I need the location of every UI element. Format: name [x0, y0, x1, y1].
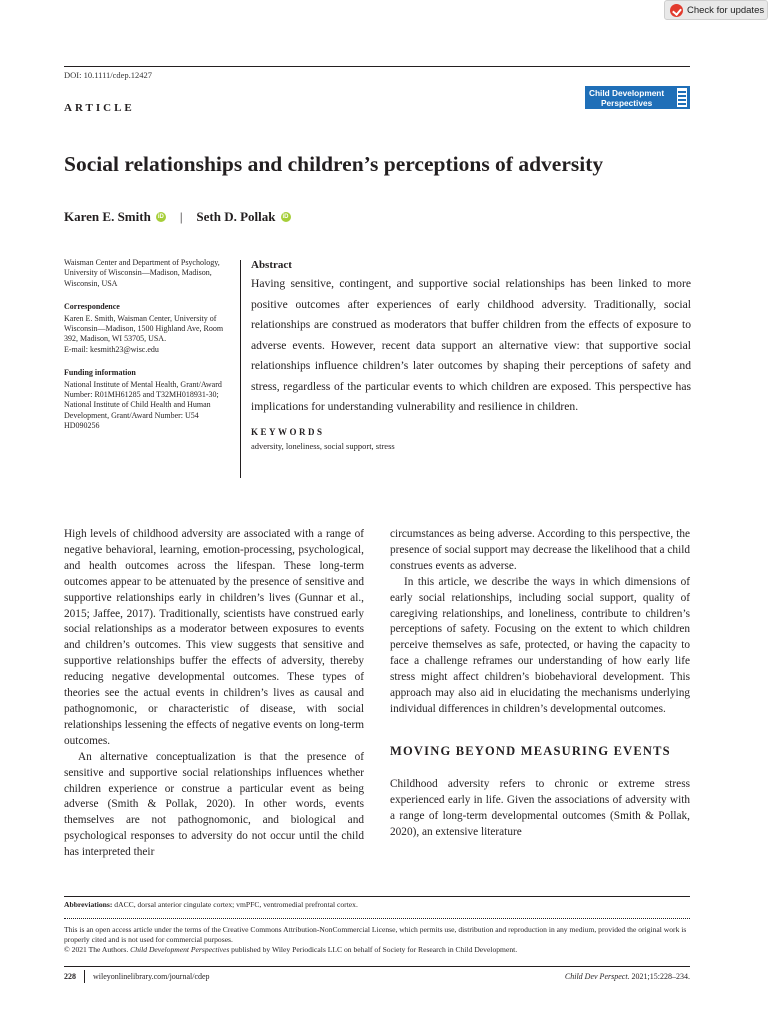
page-number: 228: [64, 972, 76, 981]
footnote-dotted-rule: [64, 918, 690, 919]
article-title: Social relationships and children’s perceptions of adversity: [64, 152, 604, 176]
footnote-rule: [64, 896, 690, 897]
correspondence-block: [64, 302, 234, 355]
author-name[interactable]: Seth D. Pollak: [196, 209, 276, 224]
funding-text: National Institute of Mental Health, Grant/Award Number: R01MH61285 and T32MH018931-30; National Institute of Child Health and Human Development, Grant/Award Number: U54 HD090256: [64, 379, 222, 431]
article-sidebar: [64, 258, 234, 445]
body-paragraph: In this article, we describe the ways in which dimensions of early social relationships, including social support, quality of caregiving relationships, and loneliness, contribute to children’s perceptions of safety. Focusing on the extent to which children perceive themselves as safe, protected, or having the capacity to face a challenge reframes our understanding of how early life stress might affect children’s biobehavioral development. This approach may also aid in elucidating the mechanisms underlying individual differences in children’s developmental outcomes.: [390, 575, 690, 715]
journal-logo-icon: [677, 88, 687, 107]
citation-detail: 2021;15:228–234.: [629, 972, 690, 981]
body-paragraph: Childhood adversity refers to chronic or extreme stress experienced early in life. Given the associations of adversity with a range of long-term developmental outcomes (Smith & Pollak, 2020), an extensive literature: [390, 777, 690, 838]
body-column-left: [64, 527, 364, 861]
check-for-updates-label: Check for updates: [687, 4, 765, 16]
check-for-updates-button[interactable]: [664, 0, 768, 20]
author-name[interactable]: Karen E. Smith: [64, 209, 151, 224]
correspondence-email[interactable]: E-mail: kesmith23@wisc.edu: [64, 344, 159, 354]
orcid-icon[interactable]: iD: [282, 214, 289, 220]
journal-logo[interactable]: [585, 86, 690, 109]
top-rule: [64, 66, 690, 67]
correspondence-heading: Correspondence: [64, 302, 120, 312]
copyright-journal: Child Development Perspectives: [130, 945, 230, 955]
abbreviations-text: dACC, dorsal anterior cingulate cortex; vmPFC, ventromedial prefrontal cortex.: [114, 900, 358, 909]
journal-url-link[interactable]: wileyonlinelibrary.com/journal/cdep: [93, 972, 210, 981]
abstract-heading: Abstract: [251, 259, 292, 271]
footer-rule: [64, 966, 690, 967]
section-heading: MOVING BEYOND MEASURING EVENTS: [390, 743, 671, 758]
author-list: [64, 209, 291, 225]
copyright-suffix: published by Wiley Periodicals LLC on behalf of Society for Research in Child Development.: [229, 945, 518, 955]
author-separator: |: [179, 209, 183, 224]
sidebar-divider: [240, 260, 241, 478]
body-paragraph: An alternative conceptualization is that the presence of sensitive and supportive social relationships influences whether children experience or construe a particular event as being adverse (Smith & Pollak, 2020). In other words, events themselves are not pathognomonic, and biological and psychological responses to adversity do not occur until the child has interpreted their: [64, 750, 364, 859]
copyright-prefix: © 2021 The Authors.: [64, 945, 131, 955]
funding-heading: Funding information: [64, 368, 136, 378]
check-icon: [670, 4, 683, 17]
body-paragraph: circumstances as being adverse. According to this perspective, the presence of social support may decrease the likelihood that a child construes events as adverse.: [390, 528, 690, 572]
abbreviations-note: [64, 900, 358, 909]
journal-logo-line2: Perspectives: [601, 98, 653, 108]
keywords-list: adversity, loneliness, social support, stress: [251, 440, 395, 451]
journal-citation: [565, 972, 690, 981]
license-text[interactable]: This is an open access article under the terms of the Creative Commons Attribution-NonCommercial License, which permits use, distribution and reproduction in any medium, provided the original work is properly cited and is not used for commercial purposes.: [64, 925, 687, 945]
article-type-label: ARTICLE: [64, 102, 135, 114]
license-note: [64, 925, 690, 956]
body-column-right: [390, 527, 690, 841]
doi[interactable]: DOI: 10.1111/cdep.12427: [64, 70, 153, 80]
body-paragraph: High levels of childhood adversity are associated with a range of negative behavioral, learning, emotion-processing, psychological, and health outcomes across the lifespan. These long-term outcomes appear to be attenuated by the presence of sensitive and supportive relationships early in children’s lives (Gunnar et al., 2015; Jaffee, 2017). Traditionally, scientists have construed early social relationships as a moderator between exposures to events and children’s outcomes. This view suggests that sensitive and supportive relationships buffer the effects of adversity, thereby reducing negative developmental outcomes. These types of theories see the actual events in children’s lives as causal and pathognomonic, or characteristic of disease, with social relationships lessening the effects of negative events on long-term outcomes.: [64, 528, 364, 747]
funding-block: [64, 368, 234, 431]
abbreviations-label: Abbreviations:: [64, 900, 113, 909]
correspondence-address: Karen E. Smith, Waisman Center, University of Wisconsin—Madison, 1500 Highland Ave, Room 392, Madison, WI 53705, USA.: [64, 313, 224, 344]
affiliation: Waisman Center and Department of Psychology, University of Wisconsin—Madison, Madison, Wisconsin, USA: [64, 258, 220, 288]
citation-journal: Child Dev Perspect.: [564, 972, 630, 981]
orcid-icon[interactable]: iD: [157, 214, 164, 220]
page-number-divider: [84, 970, 85, 983]
copyright-line: [64, 945, 690, 955]
journal-logo-line1: Child Development: [589, 88, 665, 98]
abstract-section: [251, 259, 691, 451]
abstract-text: Having sensitive, contingent, and supportive social relationships has been linked to more positive outcomes after experiences of early childhood adversity. Traditionally, social relationships are construed as moderators that buffer children from the effects of exposure to adverse events. However, recent data support an alternative view: that supportive social relationships influence children’s later outcomes by shaping their perceptions of safety and stress, regardless of the particular events to which children are exposed. This perspective has implications for understanding vulnerability and resilience in children.: [251, 277, 691, 413]
keywords-heading: KEYWORDS: [251, 426, 325, 437]
